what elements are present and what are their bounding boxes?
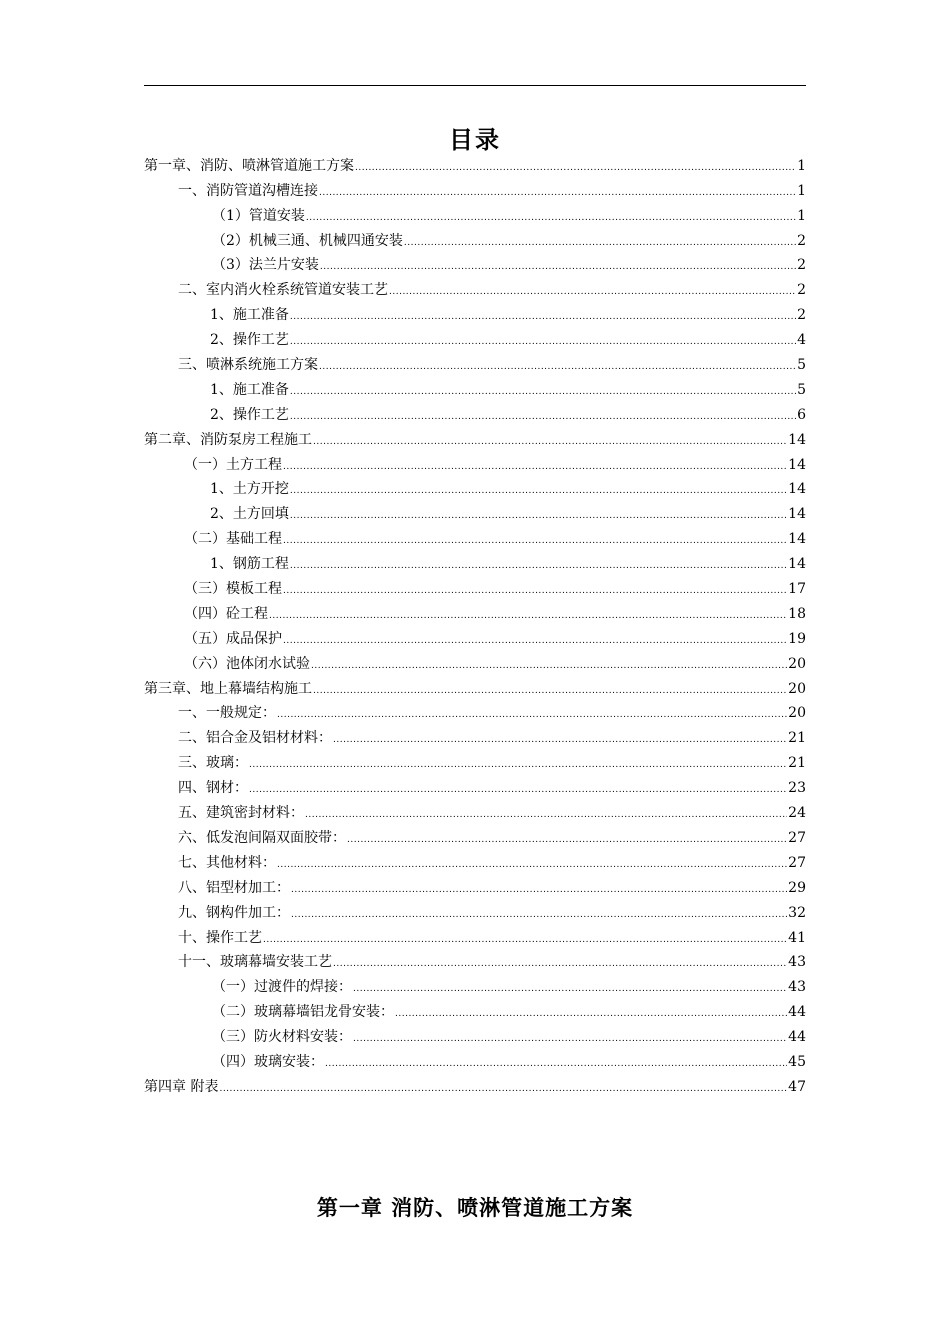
toc-entry-chapter-4[interactable] [144,1071,806,1096]
toc-entry[interactable] [144,374,806,399]
toc-entry-page: 2 [797,307,806,324]
dot-leader [333,729,787,747]
dot-leader [313,680,787,698]
table-of-contents [144,150,806,1096]
toc-entry-page: 14 [788,531,806,548]
dot-leader [290,406,796,424]
toc-entry-label: （一）土方工程 [184,456,282,473]
toc-entry[interactable] [144,399,806,424]
toc-entry-page: 43 [788,954,806,971]
toc-entry-label: 2、土方回填 [210,506,289,523]
dot-leader [283,630,787,648]
dot-leader [325,1053,787,1071]
toc-entry[interactable] [144,648,806,673]
toc-entry-label: 三、喷淋系统施工方案 [178,357,318,374]
dot-leader [389,281,796,299]
toc-entry[interactable] [144,872,806,897]
toc-entry-page: 20 [788,655,806,672]
toc-entry[interactable] [144,947,806,972]
toc-entry-page: 24 [788,805,806,822]
toc-entry[interactable] [144,250,806,275]
toc-entry-label: （三）模板工程 [184,581,282,598]
dot-leader [249,754,787,772]
toc-entry-chapter-2[interactable] [144,424,806,449]
toc-entry-label: 七、其他材料： [178,854,276,871]
toc-entry-label: 一、消防管道沟槽连接 [178,182,318,199]
toc-entry[interactable] [144,598,806,623]
toc-entry[interactable] [144,698,806,723]
dot-leader [353,1028,787,1046]
dot-leader [277,854,787,872]
toc-entry[interactable] [144,971,806,996]
toc-entry[interactable] [144,747,806,772]
toc-entry-label: 1、土方开挖 [210,481,289,498]
toc-entry[interactable] [144,349,806,374]
dot-leader [347,829,787,847]
toc-entry-label: 二、室内消火栓系统管道安装工艺 [178,282,388,299]
toc-entry[interactable] [144,225,806,250]
dot-leader [290,555,787,573]
header-rule [144,85,806,86]
toc-entry-label: 三、玻璃： [178,755,248,772]
toc-entry-page: 20 [788,705,806,722]
toc-entry[interactable] [144,897,806,922]
chapter-heading: 第一章 消防、喷淋管道施工方案 [316,1195,634,1220]
toc-entry[interactable] [144,548,806,573]
toc-entry[interactable] [144,623,806,648]
dot-leader [311,655,787,673]
toc-entry-label: （五）成品保护 [184,630,282,647]
toc-entry[interactable] [144,797,806,822]
toc-entry-page: 1 [797,182,806,199]
toc-entry-page: 19 [788,630,806,647]
toc-entry-page: 29 [788,879,806,896]
toc-entry-page: 14 [788,506,806,523]
toc-entry[interactable] [144,996,806,1021]
toc-entry-label: 1、钢筋工程 [210,556,289,573]
toc-entry-page: 4 [797,332,806,349]
toc-entry[interactable] [144,573,806,598]
toc-entry[interactable] [144,822,806,847]
toc-entry-page: 2 [797,282,806,299]
toc-entry[interactable] [144,1046,806,1071]
dot-leader [290,331,796,349]
toc-entry-label: 二、铝合金及铝材材料： [178,730,332,747]
toc-entry[interactable] [144,449,806,474]
toc-entry-page: 5 [797,381,806,398]
toc-entry-page: 44 [788,1004,806,1021]
toc-title: 目录 [449,125,501,154]
toc-entry-label: 第四章 附表 [144,1078,219,1095]
dot-leader [283,530,787,548]
toc-entry-label: 一、一般规定： [178,705,276,722]
toc-entry-page: 32 [788,904,806,921]
dot-leader [283,456,787,474]
toc-entry[interactable] [144,200,806,225]
toc-entry-label: 第一章、消防、喷淋管道施工方案 [144,157,354,174]
toc-entry-label: （一）过渡件的焊接： [212,979,352,996]
dot-leader [290,381,796,399]
toc-entry-label: 四、钢材： [178,780,248,797]
toc-entry-page: 14 [788,481,806,498]
toc-entry-page: 2 [797,257,806,274]
toc-entry[interactable] [144,922,806,947]
toc-entry-label: （三）防火材料安装： [212,1029,352,1046]
toc-entry-page: 47 [788,1078,806,1095]
toc-entry-label: 九、钢构件加工： [178,904,290,921]
toc-entry-page: 43 [788,979,806,996]
toc-entry[interactable] [144,175,806,200]
toc-entry-label: 六、低发泡间隔双面胶带： [178,829,346,846]
dot-leader [305,804,787,822]
dot-leader [395,1003,787,1021]
toc-entry-page: 45 [788,1053,806,1070]
toc-entry-page: 27 [788,854,806,871]
dot-leader [333,953,787,971]
dot-leader [313,431,787,449]
toc-entry-label: 第二章、消防泵房工程施工 [144,431,312,448]
dot-leader [290,480,787,498]
toc-entry-label: （1）管道安装 [212,207,305,224]
dot-leader [291,879,787,897]
toc-entry-label: 2、操作工艺 [210,332,289,349]
toc-entry-label: 十、操作工艺 [178,929,262,946]
toc-entry-page: 14 [788,556,806,573]
toc-entry[interactable] [144,722,806,747]
toc-entry-page: 23 [788,780,806,797]
toc-entry-page: 6 [797,406,806,423]
toc-entry-page: 18 [788,605,806,622]
dot-leader [283,580,787,598]
toc-entry-label: 1、施工准备 [210,381,289,398]
toc-entry-page: 41 [788,929,806,946]
toc-entry-page: 21 [788,755,806,772]
dot-leader [263,929,787,947]
dot-leader [355,157,796,175]
toc-entry-page: 20 [788,680,806,697]
dot-leader [320,256,796,274]
toc-entry[interactable] [144,523,806,548]
toc-entry[interactable] [144,1021,806,1046]
toc-entry-page: 1 [797,207,806,224]
dot-leader [353,978,787,996]
toc-entry-label: （二）基础工程 [184,531,282,548]
toc-entry[interactable] [144,274,806,299]
toc-entry-label: （四）砼工程 [184,605,268,622]
toc-entry-page: 17 [788,581,806,598]
toc-entry-label: 五、建筑密封材料： [178,805,304,822]
toc-entry-label: 八、铝型材加工： [178,879,290,896]
toc-entry-label: （3）法兰片安装 [212,257,319,274]
toc-entry-label: （六）池体闭水试验 [184,655,310,672]
toc-entry-label: （四）玻璃安装： [212,1053,324,1070]
toc-entry-chapter-3[interactable] [144,673,806,698]
toc-entry-page: 2 [797,232,806,249]
dot-leader [290,306,796,324]
toc-entry-label: 2、操作工艺 [210,406,289,423]
toc-entry-chapter-1[interactable] [144,150,806,175]
toc-entry-page: 44 [788,1029,806,1046]
dot-leader [291,904,787,922]
toc-entry-label: （2）机械三通、机械四通安装 [212,232,403,249]
dot-leader [404,232,796,250]
dot-leader [277,704,787,722]
dot-leader [249,779,787,797]
toc-entry-label: 十一、玻璃幕墙安装工艺 [178,954,332,971]
toc-entry-page: 5 [797,357,806,374]
toc-entry-page: 1 [797,157,806,174]
toc-entry-page: 14 [788,431,806,448]
dot-leader [290,505,787,523]
toc-entry-page: 21 [788,730,806,747]
dot-leader [269,605,787,623]
toc-entry[interactable] [144,772,806,797]
toc-entry[interactable] [144,474,806,499]
toc-entry-label: 1、施工准备 [210,307,289,324]
toc-entry[interactable] [144,498,806,523]
dot-leader [306,207,796,225]
toc-entry[interactable] [144,299,806,324]
dot-leader [319,356,796,374]
toc-entry[interactable] [144,847,806,872]
toc-entry-page: 14 [788,456,806,473]
toc-entry-page: 27 [788,829,806,846]
dot-leader [219,1078,787,1096]
toc-entry-label: 第三章、地上幕墙结构施工 [144,680,312,697]
toc-entry-label: （二）玻璃幕墙铝龙骨安装： [212,1004,394,1021]
toc-entry[interactable] [144,324,806,349]
dot-leader [319,182,796,200]
